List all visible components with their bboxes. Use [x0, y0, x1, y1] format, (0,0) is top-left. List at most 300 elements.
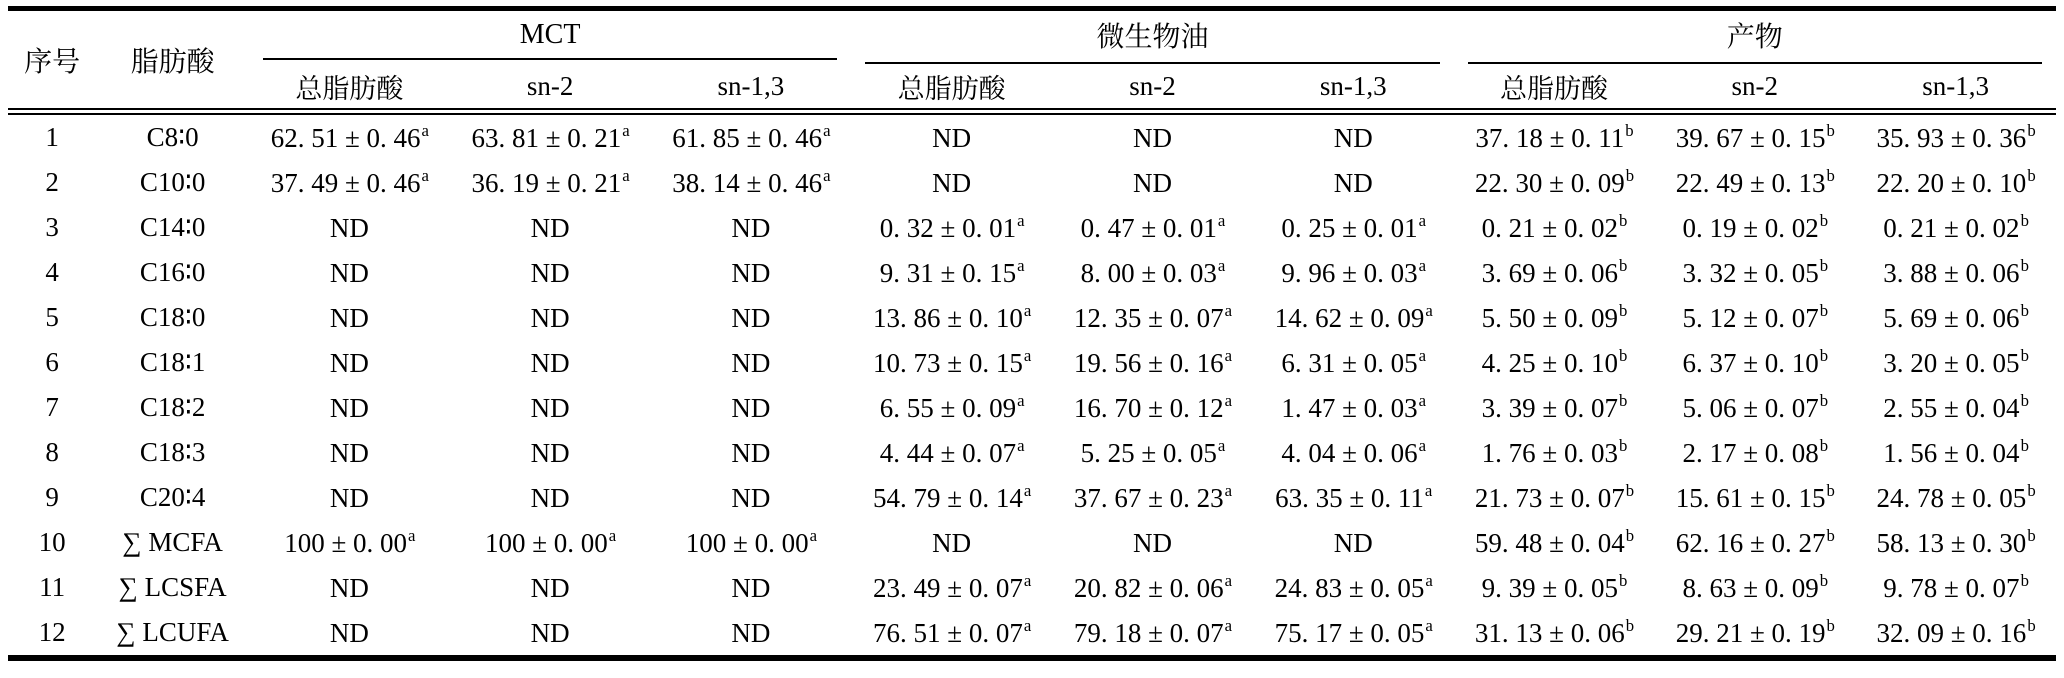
value-cell — [1654, 475, 1855, 520]
significance-superscript: b — [2020, 435, 2029, 455]
col-header-mct-total-fa: 总脂肪酸 — [249, 64, 450, 112]
significance-superscript: a — [1224, 345, 1233, 365]
significance-superscript: a — [408, 525, 416, 545]
significance-superscript: a — [622, 120, 630, 140]
significance-superscript: a — [1418, 345, 1427, 365]
significance-superscript: b — [1618, 435, 1628, 455]
value-cell-text: ND — [329, 437, 369, 468]
value-cell-text: ND — [530, 212, 570, 243]
value-cell-text: ND — [731, 347, 771, 378]
value-cell — [249, 340, 450, 385]
value-cell — [1654, 610, 1855, 658]
value-cell-text: ND — [530, 302, 570, 333]
significance-superscript: b — [1819, 210, 1829, 230]
value-cell — [450, 205, 651, 250]
value-cell — [851, 295, 1052, 340]
group-header-mct-label: MCT — [263, 15, 837, 60]
value-cell-text: 5. 25 ± 0. 05 — [1080, 437, 1217, 468]
value-cell-text: 5. 06 ± 0. 07 — [1682, 392, 1819, 423]
row-index-cell-text: 7 — [45, 392, 59, 422]
value-cell-text: 9. 39 ± 0. 05 — [1481, 572, 1618, 603]
significance-superscript: a — [1023, 570, 1032, 590]
value-cell-text: 37. 18 ± 0. 11 — [1475, 122, 1625, 153]
group-header-microbial-oil — [851, 9, 1453, 65]
group-header-microbial-oil-label: 微生物油 — [865, 11, 1439, 64]
value-cell-text: ND — [1132, 122, 1172, 153]
row-index-cell — [8, 610, 96, 658]
fatty-acid-cell-text: C16∶0 — [139, 257, 206, 287]
significance-superscript: b — [1826, 480, 1835, 500]
value-cell-text: 29. 21 ± 0. 19 — [1675, 617, 1826, 648]
value-cell — [450, 295, 651, 340]
value-cell — [1654, 295, 1855, 340]
value-cell — [851, 112, 1052, 161]
value-cell — [1253, 520, 1454, 565]
value-cell-text: 62. 16 ± 0. 27 — [1675, 527, 1826, 558]
significance-superscript: b — [1819, 300, 1829, 320]
significance-superscript: a — [809, 525, 818, 545]
significance-superscript: a — [1023, 615, 1032, 635]
value-cell-text: 8. 63 ± 0. 09 — [1682, 572, 1819, 603]
table-row — [8, 430, 2056, 475]
significance-superscript: a — [1217, 435, 1226, 455]
row-index-cell — [8, 295, 96, 340]
value-cell — [1855, 295, 2056, 340]
value-cell — [249, 385, 450, 430]
value-cell-text: 39. 67 ± 0. 15 — [1675, 122, 1826, 153]
value-cell-text: 12. 35 ± 0. 07 — [1073, 302, 1224, 333]
significance-superscript: a — [1017, 435, 1025, 455]
value-cell-text: ND — [530, 392, 570, 423]
significance-superscript: a — [1418, 210, 1427, 230]
value-cell-text: 37. 49 ± 0. 46 — [270, 167, 421, 198]
value-cell — [1253, 340, 1454, 385]
value-cell-text: 1. 76 ± 0. 03 — [1481, 437, 1618, 468]
significance-superscript: b — [1819, 255, 1829, 275]
value-cell — [1654, 340, 1855, 385]
value-cell — [851, 565, 1052, 610]
value-cell — [1052, 112, 1253, 161]
value-cell — [249, 475, 450, 520]
row-index-cell — [8, 205, 96, 250]
value-cell — [1454, 475, 1655, 520]
value-cell — [249, 112, 450, 161]
value-cell — [1454, 112, 1655, 161]
value-cell-text: 0. 21 ± 0. 02 — [1883, 212, 2020, 243]
significance-superscript: a — [421, 165, 429, 185]
value-cell — [1654, 430, 1855, 475]
value-cell-text: ND — [932, 167, 972, 198]
significance-superscript: b — [1618, 255, 1628, 275]
significance-superscript: a — [1425, 570, 1433, 590]
col-header-mct-sn13: sn-1,3 — [651, 64, 852, 112]
value-cell — [1253, 112, 1454, 161]
table-row — [8, 520, 2056, 565]
table-row — [8, 295, 2056, 340]
value-cell — [851, 385, 1052, 430]
significance-superscript: b — [1826, 165, 1835, 185]
value-cell-text: 22. 30 ± 0. 09 — [1474, 167, 1625, 198]
significance-superscript: b — [1618, 390, 1628, 410]
value-cell — [1454, 340, 1655, 385]
value-cell-text: 3. 20 ± 0. 05 — [1883, 347, 2020, 378]
value-cell-text: 3. 39 ± 0. 07 — [1481, 392, 1618, 423]
significance-superscript: b — [1625, 480, 1635, 500]
significance-superscript: b — [1618, 300, 1628, 320]
significance-superscript: b — [2020, 255, 2029, 275]
row-index-cell-text: 1 — [45, 122, 59, 152]
significance-superscript: b — [1819, 570, 1829, 590]
value-cell-text: 24. 83 ± 0. 05 — [1274, 572, 1425, 603]
value-cell-text: ND — [731, 392, 771, 423]
significance-superscript: b — [2020, 345, 2029, 365]
row-index-cell — [8, 385, 96, 430]
value-cell-text: 9. 78 ± 0. 07 — [1883, 572, 2020, 603]
value-cell — [1654, 565, 1855, 610]
value-cell — [851, 610, 1052, 658]
fatty-acid-cell — [96, 295, 249, 340]
table-row — [8, 205, 2056, 250]
significance-superscript: b — [1618, 570, 1628, 590]
value-cell — [1454, 565, 1655, 610]
significance-superscript: a — [622, 165, 630, 185]
value-cell-text: ND — [731, 437, 771, 468]
value-cell — [249, 430, 450, 475]
value-cell — [651, 340, 852, 385]
value-cell — [450, 112, 651, 161]
row-index-cell — [8, 520, 96, 565]
value-cell — [1253, 385, 1454, 430]
value-cell-text: 38. 14 ± 0. 46 — [672, 167, 823, 198]
significance-superscript: a — [823, 165, 831, 185]
value-cell — [1855, 205, 2056, 250]
fatty-acid-cell-text: C18∶1 — [139, 347, 206, 377]
value-cell-text: 75. 17 ± 0. 05 — [1274, 617, 1425, 648]
value-cell — [1052, 565, 1253, 610]
value-cell-text: 14. 62 ± 0. 09 — [1274, 302, 1425, 333]
table-header — [8, 9, 2056, 112]
significance-superscript: a — [1017, 390, 1025, 410]
fatty-acid-cell-text: C18∶2 — [139, 392, 206, 422]
significance-superscript: a — [1224, 570, 1233, 590]
value-cell — [249, 520, 450, 565]
fatty-acid-cell — [96, 112, 249, 161]
value-cell-text: ND — [530, 437, 570, 468]
value-cell — [1454, 430, 1655, 475]
significance-superscript: b — [1819, 435, 1829, 455]
significance-superscript: a — [1217, 255, 1226, 275]
row-index-cell-text: 2 — [45, 167, 59, 197]
table-row — [8, 112, 2056, 161]
value-cell — [1052, 385, 1253, 430]
value-cell — [651, 250, 852, 295]
col-header-oil-sn2: sn-2 — [1052, 64, 1253, 112]
significance-superscript: b — [2020, 210, 2029, 230]
value-cell-text: 3. 69 ± 0. 06 — [1481, 257, 1618, 288]
value-cell — [1855, 475, 2056, 520]
value-cell-text: 32. 09 ± 0. 16 — [1876, 617, 2027, 648]
value-cell-text: 4. 44 ± 0. 07 — [879, 437, 1017, 468]
significance-superscript: b — [1618, 210, 1628, 230]
fatty-acid-cell-text: C20∶4 — [139, 482, 206, 512]
value-cell-text: 100 ± 0. 00 — [685, 527, 809, 558]
value-cell — [1253, 160, 1454, 205]
row-index-cell-text: 8 — [45, 437, 59, 467]
value-cell-text: ND — [731, 617, 771, 648]
value-cell-text: 13. 86 ± 0. 10 — [873, 302, 1023, 333]
value-cell — [1855, 610, 2056, 658]
row-index-cell-text: 10 — [38, 527, 66, 557]
value-cell-text: 6. 55 ± 0. 09 — [879, 392, 1017, 423]
value-cell — [1052, 475, 1253, 520]
value-cell-text: 76. 51 ± 0. 07 — [873, 617, 1023, 648]
value-cell-text: ND — [731, 257, 771, 288]
value-cell — [1253, 250, 1454, 295]
col-header-fatty-acid: 脂肪酸 — [96, 9, 249, 112]
col-header-oil-sn13: sn-1,3 — [1253, 64, 1454, 112]
value-cell — [249, 565, 450, 610]
fatty-acid-cell — [96, 340, 249, 385]
significance-superscript: b — [1625, 615, 1635, 635]
value-cell-text: ND — [530, 617, 570, 648]
col-header-mct-sn2: sn-2 — [450, 64, 651, 112]
significance-superscript: a — [1425, 615, 1433, 635]
value-cell-text: 21. 73 ± 0. 07 — [1474, 482, 1625, 513]
value-cell — [1855, 112, 2056, 161]
significance-superscript: b — [1826, 615, 1835, 635]
group-header-mct — [249, 9, 851, 65]
fatty-acid-cell — [96, 430, 249, 475]
value-cell — [851, 430, 1052, 475]
value-cell — [851, 160, 1052, 205]
significance-superscript: a — [421, 120, 429, 140]
row-index-cell — [8, 475, 96, 520]
value-cell — [651, 295, 852, 340]
fatty-acid-cell-text: ∑ LCSFA — [118, 572, 227, 602]
value-cell-text: 0. 47 ± 0. 01 — [1080, 212, 1217, 243]
value-cell-text: ND — [329, 212, 369, 243]
value-cell — [450, 340, 651, 385]
significance-superscript: a — [1217, 210, 1226, 230]
value-cell — [1052, 520, 1253, 565]
value-cell-text: 22. 49 ± 0. 13 — [1675, 167, 1826, 198]
value-cell-text: 5. 12 ± 0. 07 — [1682, 302, 1819, 333]
value-cell — [249, 205, 450, 250]
significance-superscript: a — [1023, 345, 1032, 365]
significance-superscript: b — [2027, 120, 2036, 140]
value-cell-text: 54. 79 ± 0. 14 — [873, 482, 1023, 513]
value-cell-text: 5. 50 ± 0. 09 — [1481, 302, 1618, 333]
table-row — [8, 475, 2056, 520]
significance-superscript: b — [1826, 525, 1835, 545]
fatty-acid-cell — [96, 475, 249, 520]
group-header-product — [1454, 9, 2056, 65]
row-index-cell — [8, 430, 96, 475]
col-header-oil-total-fa: 总脂肪酸 — [851, 64, 1052, 112]
value-cell — [249, 610, 450, 658]
row-index-cell — [8, 340, 96, 385]
value-cell — [1253, 565, 1454, 610]
value-cell-text: 10. 73 ± 0. 15 — [873, 347, 1023, 378]
value-cell — [1855, 565, 2056, 610]
value-cell — [651, 205, 852, 250]
significance-superscript: b — [1625, 165, 1635, 185]
value-cell-text: 1. 56 ± 0. 04 — [1883, 437, 2020, 468]
value-cell — [249, 250, 450, 295]
significance-superscript: a — [823, 120, 831, 140]
value-cell-text: 61. 85 ± 0. 46 — [672, 122, 823, 153]
table-row — [8, 610, 2056, 658]
value-cell — [450, 610, 651, 658]
table-row — [8, 340, 2056, 385]
fatty-acid-cell — [96, 250, 249, 295]
value-cell-text: ND — [731, 302, 771, 333]
value-cell — [1454, 250, 1655, 295]
significance-superscript: b — [2020, 570, 2029, 590]
value-cell-text: 35. 93 ± 0. 36 — [1876, 122, 2027, 153]
significance-superscript: a — [1023, 480, 1032, 500]
value-cell-text: ND — [530, 572, 570, 603]
fatty-acid-cell-text: ∑ LCUFA — [116, 617, 229, 647]
value-cell-text: 3. 88 ± 0. 06 — [1883, 257, 2020, 288]
row-index-cell-text: 12 — [38, 617, 66, 647]
col-header-product-sn13: sn-1,3 — [1855, 64, 2056, 112]
value-cell — [1052, 340, 1253, 385]
value-cell-text: ND — [1333, 167, 1373, 198]
value-cell-text: ND — [530, 482, 570, 513]
value-cell — [1454, 295, 1655, 340]
row-index-cell-text: 4 — [45, 257, 59, 287]
value-cell — [1855, 340, 2056, 385]
row-index-cell-text: 3 — [45, 212, 59, 242]
value-cell — [1454, 385, 1655, 430]
row-index-cell-text: 11 — [39, 572, 66, 602]
value-cell-text: ND — [329, 482, 369, 513]
significance-superscript: a — [1418, 390, 1427, 410]
value-cell — [851, 250, 1052, 295]
row-index-cell-text: 5 — [45, 302, 59, 332]
col-header-product-total-fa: 总脂肪酸 — [1454, 64, 1655, 112]
value-cell-text: 59. 48 ± 0. 04 — [1474, 527, 1625, 558]
value-cell-text: ND — [731, 572, 771, 603]
significance-superscript: b — [2020, 390, 2029, 410]
value-cell — [1855, 385, 2056, 430]
value-cell — [651, 112, 852, 161]
value-cell — [1052, 610, 1253, 658]
significance-superscript: a — [1425, 300, 1433, 320]
fatty-acid-cell — [96, 565, 249, 610]
value-cell — [1052, 160, 1253, 205]
value-cell-text: 4. 04 ± 0. 06 — [1281, 437, 1418, 468]
value-cell-text: 20. 82 ± 0. 06 — [1073, 572, 1224, 603]
value-cell-text: 63. 81 ± 0. 21 — [471, 122, 622, 153]
value-cell-text: 36. 19 ± 0. 21 — [471, 167, 622, 198]
value-cell-text: ND — [329, 302, 369, 333]
value-cell-text: ND — [731, 212, 771, 243]
value-cell — [1454, 520, 1655, 565]
value-cell — [1454, 610, 1655, 658]
value-cell — [851, 205, 1052, 250]
value-cell — [1052, 250, 1253, 295]
value-cell — [1253, 430, 1454, 475]
value-cell-text: 58. 13 ± 0. 30 — [1876, 527, 2027, 558]
value-cell-text: ND — [731, 482, 771, 513]
value-cell — [450, 430, 651, 475]
value-cell-text: 100 ± 0. 00 — [284, 527, 408, 558]
fatty-acid-cell-text: ∑ MCFA — [122, 527, 223, 557]
significance-superscript: a — [1017, 255, 1025, 275]
table-row — [8, 250, 2056, 295]
fatty-acid-cell-text: C18∶3 — [139, 437, 206, 467]
value-cell — [851, 475, 1052, 520]
significance-superscript: b — [2027, 615, 2036, 635]
value-cell — [1052, 205, 1253, 250]
value-cell — [851, 520, 1052, 565]
value-cell-text: 79. 18 ± 0. 07 — [1073, 617, 1224, 648]
value-cell — [1454, 205, 1655, 250]
value-cell-text: ND — [329, 347, 369, 378]
row-index-cell-text: 9 — [45, 482, 59, 512]
group-header-product-label: 产物 — [1468, 11, 2042, 64]
value-cell — [1654, 250, 1855, 295]
significance-superscript: b — [1819, 345, 1829, 365]
value-cell-text: 2. 55 ± 0. 04 — [1883, 392, 2020, 423]
value-cell — [450, 160, 651, 205]
value-cell — [1855, 160, 2056, 205]
value-cell — [1253, 475, 1454, 520]
value-cell — [1253, 295, 1454, 340]
value-cell-text: 24. 78 ± 0. 05 — [1876, 482, 2027, 513]
value-cell-text: 1. 47 ± 0. 03 — [1281, 392, 1418, 423]
value-cell — [1454, 160, 1655, 205]
value-cell-text: ND — [1333, 527, 1373, 558]
value-cell-text: 6. 31 ± 0. 05 — [1281, 347, 1418, 378]
value-cell-text: 23. 49 ± 0. 07 — [873, 572, 1023, 603]
value-cell-text: ND — [329, 572, 369, 603]
value-cell — [651, 430, 852, 475]
value-cell — [1855, 430, 2056, 475]
value-cell-text: 100 ± 0. 00 — [484, 527, 608, 558]
value-cell — [651, 520, 852, 565]
table-row — [8, 565, 2056, 610]
significance-superscript: a — [1418, 435, 1427, 455]
value-cell-text: ND — [329, 257, 369, 288]
value-cell — [1855, 520, 2056, 565]
value-cell — [1855, 250, 2056, 295]
significance-superscript: b — [2027, 525, 2036, 545]
value-cell-text: 15. 61 ± 0. 15 — [1675, 482, 1826, 513]
significance-superscript: a — [1224, 300, 1233, 320]
value-cell-text: ND — [530, 257, 570, 288]
value-cell-text: ND — [932, 527, 972, 558]
value-cell — [450, 520, 651, 565]
value-cell — [1052, 295, 1253, 340]
subheader-row — [8, 64, 2056, 112]
value-cell-text: 62. 51 ± 0. 46 — [270, 122, 421, 153]
significance-superscript: b — [1819, 390, 1829, 410]
value-cell — [1654, 385, 1855, 430]
significance-superscript: a — [1424, 480, 1433, 500]
value-cell — [249, 160, 450, 205]
value-cell — [651, 610, 852, 658]
value-cell — [1654, 160, 1855, 205]
value-cell-text: 3. 32 ± 0. 05 — [1682, 257, 1819, 288]
value-cell-text: ND — [1132, 167, 1172, 198]
fatty-acid-cell — [96, 520, 249, 565]
value-cell-text: ND — [329, 617, 369, 648]
value-cell-text: 0. 25 ± 0. 01 — [1281, 212, 1418, 243]
value-cell-text: 22. 20 ± 0. 10 — [1876, 167, 2027, 198]
